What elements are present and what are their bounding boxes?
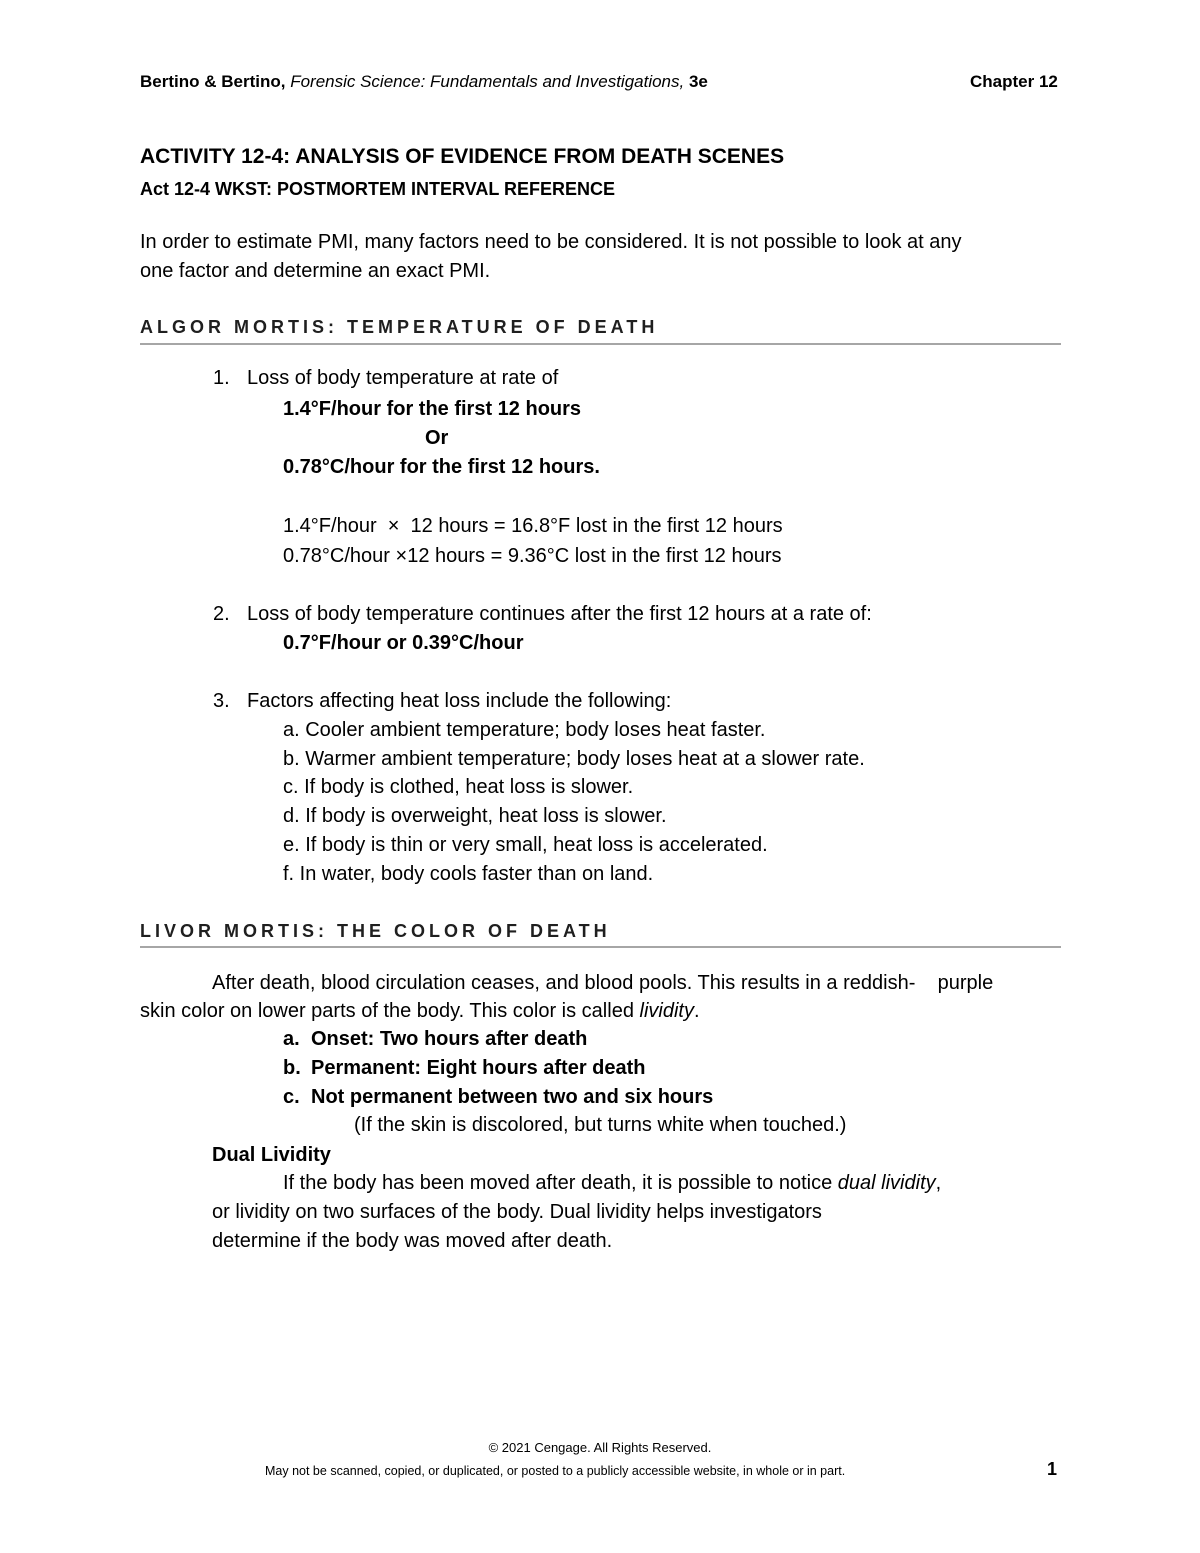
dual-lividity-line-2: or lividity on two surfaces of the body. Dual lividity helps investigators bbox=[212, 1201, 822, 1223]
calc-celsius: 0.78°C/hour ×12 hours = 9.36°C lost in the first 12 hours bbox=[283, 545, 782, 567]
dual-lividity-line-3: determine if the body was moved after death. bbox=[212, 1230, 613, 1252]
header-edition: 3e bbox=[688, 72, 708, 91]
factor-item: e. If body is thin or very small, heat loss is accelerated. bbox=[283, 834, 768, 856]
section-rule-algor bbox=[140, 343, 1061, 345]
dual-lividity-text: If the body has been moved after death, it is possible to notice bbox=[283, 1172, 833, 1194]
factor-item: b. Warmer ambient temperature; body loses heat at a slower rate. bbox=[283, 748, 865, 770]
calc-fahrenheit: 1.4°F/hour × 12 hours = 16.8°F lost in the first 12 hours bbox=[283, 515, 783, 537]
livor-paragraph-period: . bbox=[693, 1000, 700, 1022]
footer-copyright: © 2021 Cengage. All Rights Reserved. bbox=[488, 1440, 712, 1455]
item-text-2: Loss of body temperature continues after the first 12 hours at a rate of: bbox=[247, 603, 872, 625]
section-heading-livor: LIVOR MORTIS: THE COLOR OF DEATH bbox=[140, 921, 611, 941]
footer-notice: May not be scanned, copied, or duplicated, or posted to a publicly accessible website, in whole or in part. bbox=[265, 1464, 846, 1478]
factor-item: a. Cooler ambient temperature; body loses heat faster. bbox=[283, 719, 766, 741]
lividity-term: lividity bbox=[639, 1000, 694, 1022]
header-book-title: Forensic Science: Fundamentals and Investigations, bbox=[290, 72, 685, 91]
page-number: 1 bbox=[1047, 1459, 1058, 1479]
section-rule-livor bbox=[140, 946, 1061, 948]
livor-paragraph-text: skin color on lower parts of the body. This color is called bbox=[140, 1000, 634, 1022]
item-number-2: 2. bbox=[213, 603, 230, 625]
livor-paragraph-line-1: After death, blood circulation ceases, and blood pools. This results in a reddish- purple bbox=[212, 972, 994, 994]
item-text-3: Factors affecting heat loss include the following: bbox=[247, 690, 672, 712]
section-heading-algor: ALGOR MORTIS: TEMPERATURE OF DEATH bbox=[140, 317, 659, 337]
running-header bbox=[140, 72, 708, 92]
livor-item-permanent: Permanent: Eight hours after death bbox=[311, 1057, 646, 1079]
activity-title: ACTIVITY 12-4: ANALYSIS OF EVIDENCE FROM DEATH SCENES bbox=[140, 145, 785, 168]
worksheet-subtitle: Act 12-4 WKST: POSTMORTEM INTERVAL REFERENCE bbox=[140, 179, 616, 199]
dual-lividity-line-1 bbox=[283, 1172, 941, 1195]
factor-item: f. In water, body cools faster than on land. bbox=[283, 863, 654, 885]
factor-item: c. If body is clothed, heat loss is slower. bbox=[283, 776, 634, 798]
header-authors: Bertino & Bertino, bbox=[140, 72, 286, 91]
rate-fahrenheit: 1.4°F/hour for the first 12 hours bbox=[283, 398, 582, 420]
livor-note: (If the skin is discolored, but turns white when touched.) bbox=[354, 1114, 847, 1136]
factor-item: d. If body is overweight, heat loss is slower. bbox=[283, 805, 667, 827]
item-text-1: Loss of body temperature at rate of bbox=[247, 367, 559, 389]
rate-celsius: 0.78°C/hour for the first 12 hours. bbox=[283, 456, 600, 478]
livor-item-letter: b. bbox=[283, 1057, 301, 1079]
item-number-3: 3. bbox=[213, 690, 230, 712]
intro-line-1: In order to estimate PMI, many factors need to be considered. It is not possible to look at any bbox=[140, 231, 962, 253]
livor-paragraph-line-2 bbox=[140, 1000, 700, 1023]
livor-item-onset: Onset: Two hours after death bbox=[311, 1028, 588, 1050]
livor-item-letter: c. bbox=[283, 1086, 300, 1108]
intro-line-2: one factor and determine an exact PMI. bbox=[140, 260, 491, 282]
livor-item-letter: a. bbox=[283, 1028, 300, 1050]
dual-lividity-heading: Dual Lividity bbox=[212, 1144, 331, 1166]
livor-item-not-permanent: Not permanent between two and six hours bbox=[311, 1086, 714, 1108]
item-number-1: 1. bbox=[213, 367, 230, 389]
dual-lividity-comma: , bbox=[935, 1172, 942, 1194]
dual-lividity-term: dual lividity bbox=[837, 1172, 936, 1194]
header-chapter: Chapter 12 bbox=[970, 72, 1058, 91]
rate-after-12h: 0.7°F/hour or 0.39°C/hour bbox=[283, 632, 524, 654]
rate-or: Or bbox=[425, 427, 449, 449]
